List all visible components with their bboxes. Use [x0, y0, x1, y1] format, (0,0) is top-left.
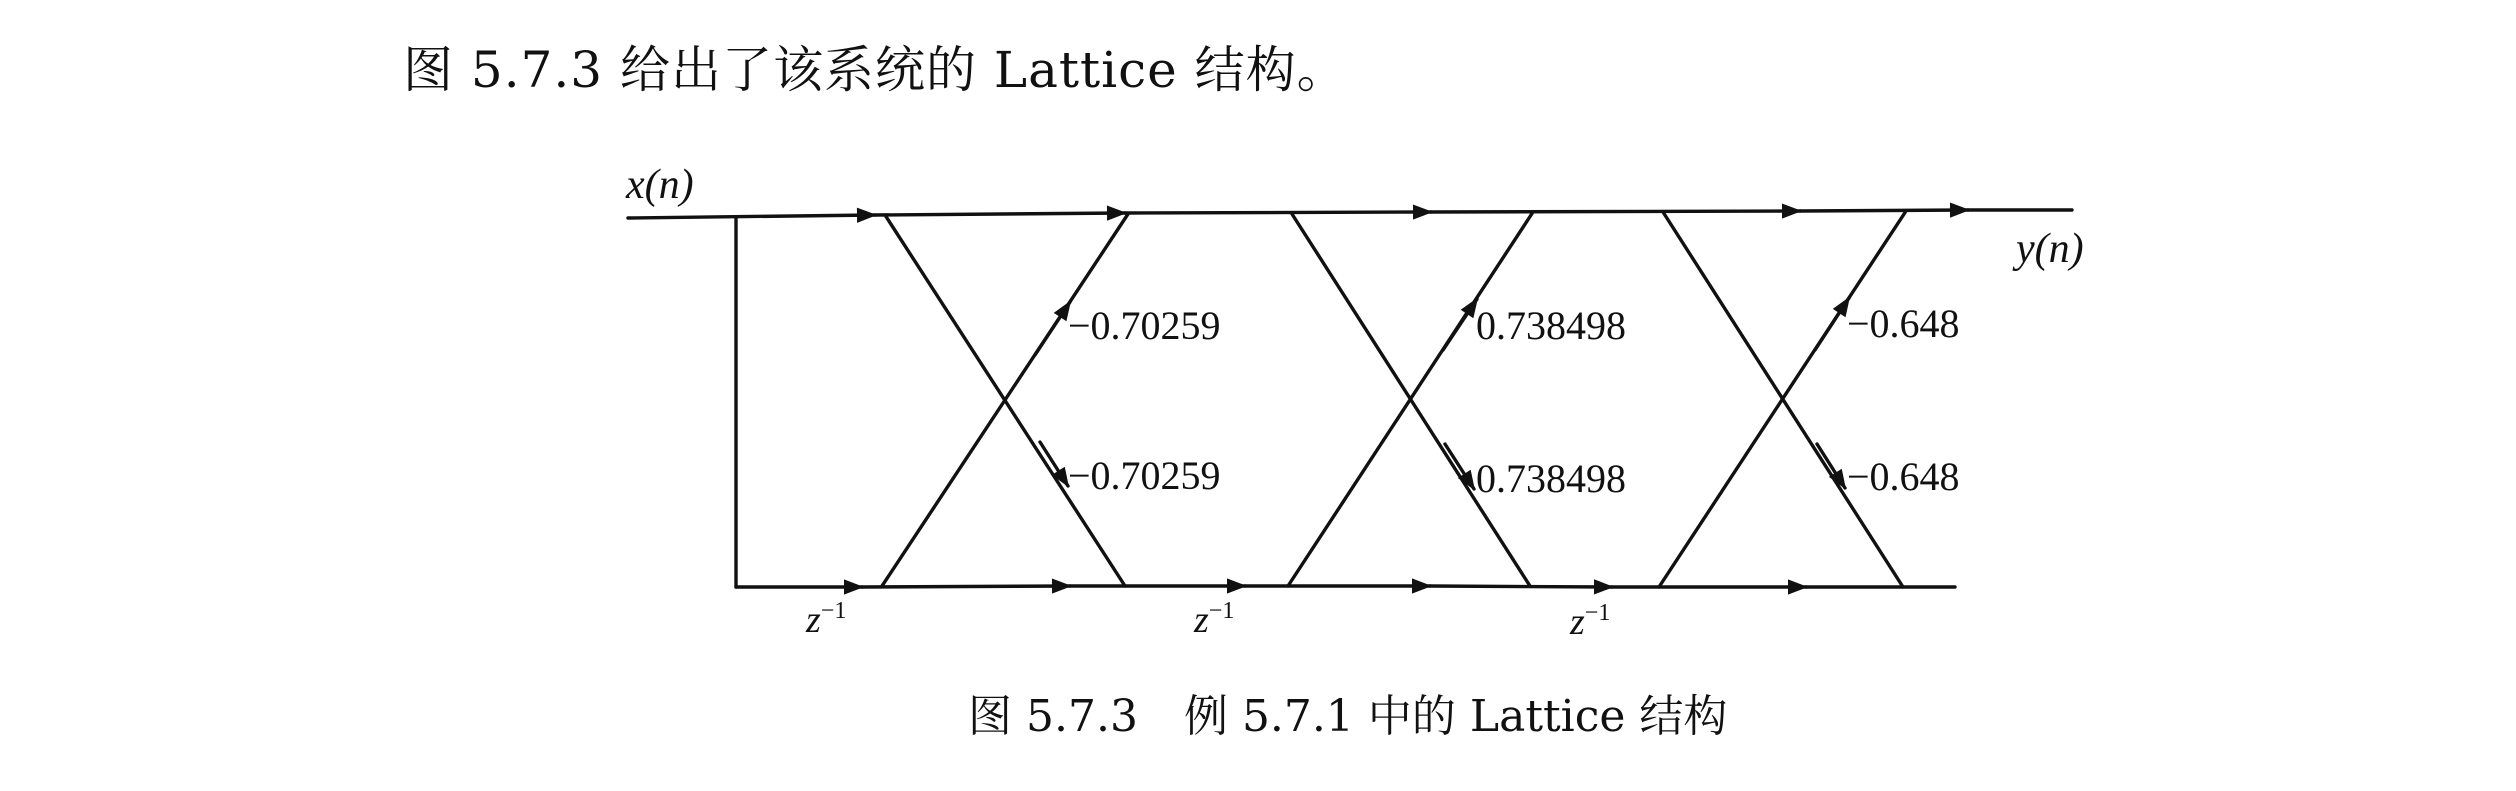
- stage3-delay-label: $z^{-1}$: [1570, 600, 1611, 643]
- upper-path-segment: [1125, 212, 1431, 213]
- stage2-upper-coefficient: 0.738498: [1476, 303, 1626, 348]
- input-label: x(n): [626, 162, 694, 208]
- upper-path-segment: [1431, 211, 1800, 212]
- stage1-lower-coefficient: −0.70259: [1068, 453, 1221, 498]
- upper-path-segment: [1800, 210, 1968, 211]
- figure-number: 图 5.7.3: [968, 691, 1138, 742]
- upper-path-segment: [628, 215, 875, 218]
- stage3-lower-coefficient: −0.648: [1847, 454, 1960, 499]
- lower-path-segment: [862, 586, 1070, 587]
- stage3-upper-coef-arrow: [1815, 298, 1849, 350]
- stage3-upper-coefficient: −0.648: [1847, 301, 1960, 346]
- figure-caption: [968, 680, 1727, 744]
- intro-sentence: 图 5.7.3 给出了该系统的 Lattice 结构。: [403, 41, 1348, 99]
- upper-path-segment: [875, 213, 1125, 215]
- lower-path-segment: [1430, 586, 1612, 587]
- figure-caption-text: 例 5.7.1 中的 Lattice 结构: [1183, 691, 1728, 742]
- stage1-delay-label: $z^{-1}$: [806, 598, 847, 641]
- stage2-lower-coef-arrow: [1445, 444, 1474, 489]
- stage3-cross-up: [1659, 211, 1906, 587]
- stage1-upper-coefficient: −0.70259: [1068, 303, 1221, 348]
- stage2-delay-label: $z^{-1}$: [1194, 598, 1235, 641]
- stage1-upper-coef-arrow: [1035, 302, 1070, 355]
- stage2-lower-coefficient: 0.738498: [1476, 456, 1626, 501]
- stage3-lower-coef-arrow: [1817, 444, 1845, 488]
- output-label: y(n): [2016, 226, 2084, 272]
- stage2-upper-coef-arrow: [1443, 299, 1477, 350]
